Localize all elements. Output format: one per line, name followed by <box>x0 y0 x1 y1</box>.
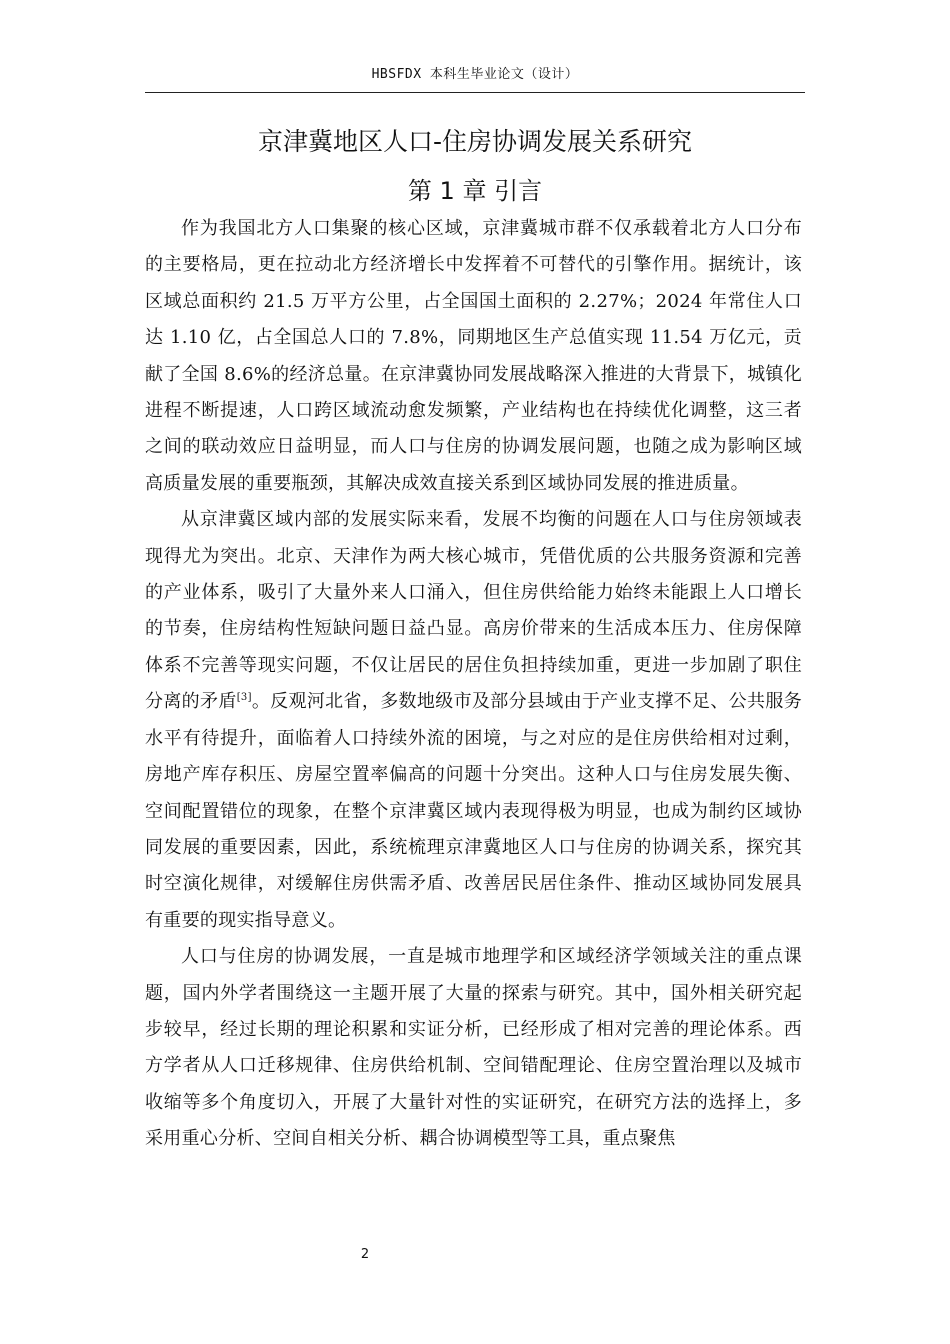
body-text <box>145 211 802 1158</box>
paragraph-3: 人口与住房的协调发展，一直是城市地理学和区域经济学领域关注的重点课题，国内外学者围绕这一主题开展了大量的探索与研究。其中，国外相关研究起步较早，经过长期的理论积累和实证分析，已经形成了相对完善的理论体系。西方学者从人口迁移规律、住房供给机制、空间错配理论、住房空置治理以及城市收缩等多个角度切入，开展了大量针对性的实证研究，在研究方法的选择上，多采用重心分析、空间自相关分析、耦合协调模型等工具，重点聚焦 <box>145 946 802 1150</box>
chapter-heading: 第 1 章 引言 <box>407 177 543 205</box>
paragraph-2-part-1: 从京津冀区域内部的发展实际来看，发展不均衡的问题在人口与住房领域表现得尤为突出。北京、天津作为两大核心城市，凭借优质的公共服务资源和完善的产业体系，吸引了大量外来人口涌入，但住房供给能力始终未能跟上人口增长的节奏，住房结构性短缺问题日益凸显。高房价带来的生活成本压力、住房保障体系不完善等现实问题，不仅让居民的居住负担持续加重，更进一步加剧了职住分离的矛盾 <box>145 509 802 713</box>
thesis-title: 京津冀地区人口-住房协调发展关系研究 <box>257 127 693 156</box>
paragraph-2-part-2: 。反观河北省，多数地级市及部分县域由于产业支撑不足、公共服务水平有待提升，面临着人口持续外流的困境，与之对应的是住房供给相对过剩，房地产库存积压、房屋空置率偏高的问题十分突出。这种人口与住房发展失衡、空间配置错位的现象，在整个京津冀区域内表现得极为明显，也成为制约区域协同发展的重要因素，因此，系统梳理京津冀地区人口与住房的协调关系，探究其时空演化规律，对缓解住房供需矛盾、改善居民居住条件、推动区域协同发展具有重要的现实指导意义。 <box>145 691 802 931</box>
running-header: HBSFDX 本科生毕业论文（设计） <box>371 67 579 82</box>
page-number: 2 <box>360 1247 370 1262</box>
header-rule <box>145 92 805 93</box>
paragraph-2 <box>145 502 802 939</box>
paragraph-1: 作为我国北方人口集聚的核心区域，京津冀城市群不仅承载着北方人口分布的主要格局，更在拉动北方经济增长中发挥着不可替代的引擎作用。据统计，该区域总面积约 21.5 万平方公里，占全国国土面积的 2.27%；2024 年常住人口达 1.10 亿，占全国总人口的 7.8%，同期地区生产总值实现 11.54 万亿元，贡献了全国 8.6%的经济总量。在京津冀协同发展战略深入推进的大背景下，城镇化进程不断提速，人口跨区域流动愈发频繁，产业结构也在持续优化调整，这三者之间的联动效应日益明显，而人口与住房的协调发展问题，也随之成为影响区域高质量发展的重要瓶颈，其解决成效直接关系到区域协同发展的推进质量。 <box>145 218 802 494</box>
citation-ref[interactable]: [3] <box>236 692 252 704</box>
